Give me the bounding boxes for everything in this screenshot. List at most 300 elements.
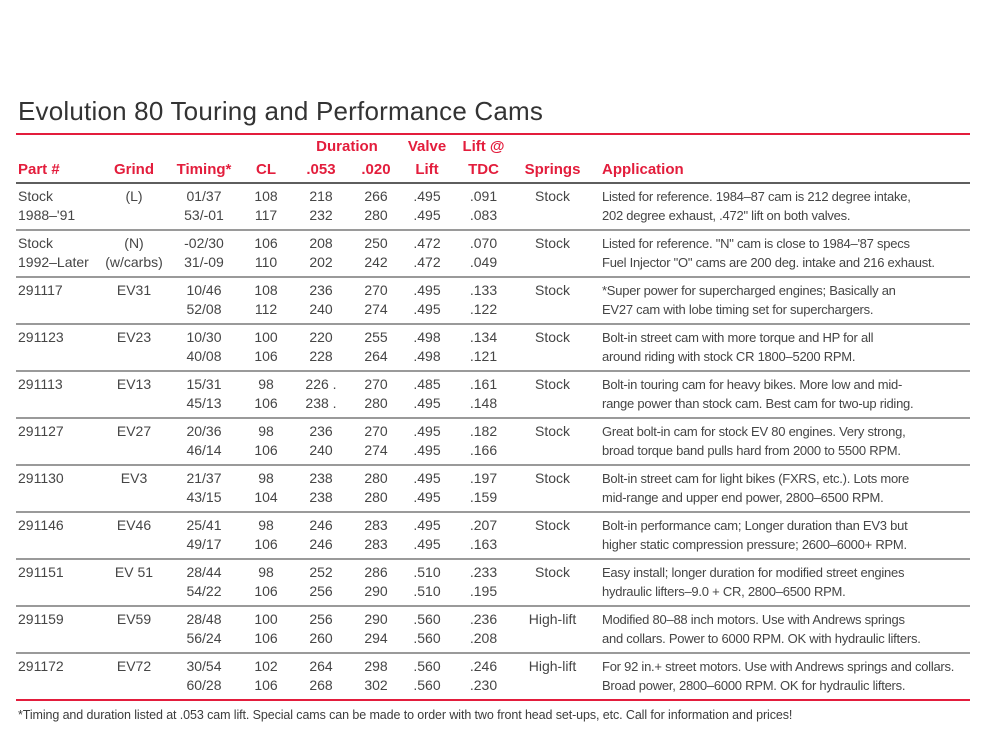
cell-valve-lift — [402, 563, 452, 601]
cell-grind — [100, 234, 168, 272]
duration-053-intake: 246 — [309, 517, 333, 533]
part-line1: 291123 — [18, 329, 64, 345]
grind-line2 — [100, 582, 168, 601]
application-line2: broad torque band pulls hard from 2000 to 5500 RPM. — [602, 443, 901, 458]
grind-line1: (L) — [125, 188, 143, 204]
cl-exhaust: 106 — [254, 348, 278, 364]
cell-springs — [515, 422, 590, 460]
timing-exhaust: 45/13 — [186, 395, 222, 411]
cl-exhaust: 112 — [254, 301, 278, 317]
application-line2: around riding with stock CR 1800–5200 RPM. — [602, 349, 856, 364]
cell-cl — [240, 375, 292, 413]
application-line2: and collars. Power to 6000 RPM. OK with hydraulic lifters. — [602, 631, 921, 646]
cell-springs — [515, 516, 590, 554]
application-line1: Bolt-in touring cam for heavy bikes. More low and mid- — [602, 377, 903, 392]
cell-part-number — [16, 328, 100, 366]
cell-duration-053 — [292, 610, 350, 648]
cell-springs — [515, 657, 590, 695]
lift-at-tdc-exhaust: .163 — [469, 536, 498, 552]
duration-053-intake: 208 — [309, 235, 333, 251]
cl-intake: 98 — [258, 564, 274, 580]
cell-duration-020 — [350, 187, 402, 225]
duration-053-exhaust: 256 — [309, 583, 333, 599]
table-row — [16, 184, 970, 231]
cell-part-number — [16, 563, 100, 601]
duration-020-intake: 255 — [364, 329, 388, 345]
cl-intake: 106 — [254, 235, 278, 251]
timing-exhaust: 53/-01 — [184, 207, 224, 223]
table-row — [16, 278, 970, 325]
duration-020-exhaust: 280 — [364, 395, 388, 411]
part-line1: 291159 — [18, 611, 64, 627]
timing-exhaust: 46/14 — [186, 442, 222, 458]
timing-intake: -02/30 — [184, 235, 224, 251]
cl-exhaust: 110 — [254, 254, 278, 270]
cell-timing — [168, 563, 240, 601]
lift-at-tdc-exhaust: .230 — [469, 677, 498, 693]
lift-at-tdc-exhaust: .195 — [469, 583, 498, 599]
cell-part-number — [16, 610, 100, 648]
valve-lift-intake: .495 — [413, 188, 441, 204]
timing-intake: 10/30 — [186, 329, 222, 345]
duration-053-intake: 226 . — [305, 376, 337, 392]
cell-springs — [515, 469, 590, 507]
table-body — [16, 184, 970, 699]
table-row — [16, 607, 970, 654]
duration-053-intake: 236 — [309, 282, 333, 298]
part-line2 — [18, 535, 100, 554]
timing-exhaust: 40/08 — [186, 348, 222, 364]
header-valve-lift-line1: Valve — [407, 138, 447, 155]
cell-part-number — [16, 516, 100, 554]
cell-duration-053 — [292, 234, 350, 272]
duration-020-exhaust: 280 — [364, 489, 388, 505]
lift-at-tdc-intake: .091 — [469, 188, 498, 204]
duration-020-exhaust: 242 — [364, 254, 388, 270]
grind-line1: EV27 — [116, 423, 152, 439]
cell-lift-at-tdc — [452, 657, 515, 695]
valve-lift-exhaust: .510 — [413, 583, 441, 599]
grind-line1: EV13 — [116, 376, 152, 392]
table-row — [16, 466, 970, 513]
lift-at-tdc-exhaust: .122 — [469, 301, 498, 317]
cl-intake: 102 — [254, 658, 278, 674]
valve-lift-intake: .495 — [413, 282, 441, 298]
cell-timing — [168, 187, 240, 225]
cell-timing — [168, 610, 240, 648]
cell-application — [590, 187, 970, 225]
duration-020-intake: 286 — [364, 564, 388, 580]
application-line2: range power than stock cam. Best cam for two-up riding. — [602, 396, 914, 411]
cell-duration-020 — [350, 281, 402, 319]
valve-lift-intake: .495 — [413, 517, 441, 533]
cell-valve-lift — [402, 187, 452, 225]
header-duration-020: .020 — [361, 161, 391, 178]
cell-valve-lift — [402, 469, 452, 507]
cell-duration-053 — [292, 657, 350, 695]
timing-exhaust: 56/24 — [186, 630, 222, 646]
part-line2 — [18, 394, 100, 413]
lift-at-tdc-exhaust: .159 — [469, 489, 498, 505]
cl-exhaust: 106 — [254, 442, 278, 458]
part-line1: 291151 — [18, 564, 64, 580]
springs-value: Stock — [534, 564, 570, 580]
springs-value: Stock — [534, 188, 570, 204]
grind-line1: EV59 — [116, 611, 152, 627]
springs-value: Stock — [534, 235, 570, 251]
lift-at-tdc-intake: .134 — [469, 329, 498, 345]
cell-duration-020 — [350, 610, 402, 648]
table-row — [16, 325, 970, 372]
cell-duration-020 — [350, 328, 402, 366]
cell-springs — [515, 328, 590, 366]
cell-duration-020 — [350, 657, 402, 695]
cell-valve-lift — [402, 657, 452, 695]
application-line1: Bolt-in performance cam; Longer duration than EV3 but — [602, 518, 908, 533]
duration-020-intake: 270 — [364, 376, 388, 392]
cl-intake: 108 — [254, 282, 278, 298]
cell-cl — [240, 187, 292, 225]
cl-exhaust: 117 — [254, 207, 278, 223]
cell-grind — [100, 328, 168, 366]
part-line2: 1988–'91 — [18, 207, 76, 223]
cell-duration-020 — [350, 422, 402, 460]
grind-line1: EV46 — [116, 517, 152, 533]
valve-lift-exhaust: .498 — [413, 348, 441, 364]
duration-053-exhaust: 232 — [309, 207, 333, 223]
cell-timing — [168, 469, 240, 507]
duration-020-exhaust: 280 — [364, 207, 388, 223]
part-line1: 291127 — [18, 423, 64, 439]
duration-020-exhaust: 274 — [364, 442, 388, 458]
header-duration-053: .053 — [306, 161, 336, 178]
lift-at-tdc-intake: .182 — [469, 423, 498, 439]
timing-intake: 21/37 — [186, 470, 222, 486]
valve-lift-exhaust: .472 — [413, 254, 441, 270]
cell-application — [590, 281, 970, 319]
cell-lift-at-tdc — [452, 563, 515, 601]
valve-lift-exhaust: .560 — [413, 677, 441, 693]
timing-intake: 28/48 — [186, 611, 222, 627]
lift-at-tdc-intake: .070 — [469, 235, 498, 251]
cell-application — [590, 234, 970, 272]
duration-053-intake: 252 — [309, 564, 333, 580]
header-cl: CL — [256, 161, 276, 178]
cell-springs — [515, 563, 590, 601]
duration-020-exhaust: 302 — [364, 677, 388, 693]
duration-020-exhaust: 264 — [364, 348, 388, 364]
cell-duration-053 — [292, 516, 350, 554]
timing-exhaust: 49/17 — [186, 536, 222, 552]
springs-value: Stock — [534, 282, 570, 298]
cell-part-number — [16, 234, 100, 272]
duration-020-intake: 266 — [364, 188, 388, 204]
duration-053-intake: 256 — [309, 611, 333, 627]
valve-lift-exhaust: .495 — [413, 301, 441, 317]
part-line1: Stock — [18, 235, 54, 251]
timing-exhaust: 52/08 — [186, 301, 222, 317]
part-line1: 291113 — [18, 376, 63, 392]
cell-lift-at-tdc — [452, 328, 515, 366]
cell-application — [590, 563, 970, 601]
cell-timing — [168, 328, 240, 366]
timing-intake: 30/54 — [186, 658, 222, 674]
cell-valve-lift — [402, 375, 452, 413]
part-line2 — [18, 488, 100, 507]
duration-053-exhaust: 268 — [309, 677, 333, 693]
cell-timing — [168, 516, 240, 554]
part-line2 — [18, 676, 100, 695]
duration-053-intake: 220 — [309, 329, 333, 345]
cell-valve-lift — [402, 234, 452, 272]
grind-line2 — [100, 535, 168, 554]
lift-at-tdc-exhaust: .148 — [469, 395, 498, 411]
table-row — [16, 231, 970, 278]
cell-timing — [168, 422, 240, 460]
part-line2 — [18, 629, 100, 648]
grind-line1: EV 51 — [114, 564, 154, 580]
valve-lift-intake: .472 — [413, 235, 441, 251]
cell-lift-at-tdc — [452, 610, 515, 648]
cell-grind — [100, 187, 168, 225]
cell-duration-020 — [350, 563, 402, 601]
cell-valve-lift — [402, 516, 452, 554]
footnote: *Timing and duration listed at .053 cam lift. Special cams can be made to order with two front head set-ups, etc. Call for information and prices! — [18, 708, 793, 722]
application-line1: Modified 80–88 inch motors. Use with Andrews springs — [602, 612, 905, 627]
valve-lift-exhaust: .495 — [413, 207, 441, 223]
cell-cl — [240, 234, 292, 272]
cell-springs — [515, 187, 590, 225]
cell-duration-053 — [292, 328, 350, 366]
cell-springs — [515, 375, 590, 413]
header-lift-at-tdc-line2: TDC — [468, 161, 499, 178]
header-part: Part # — [18, 161, 60, 178]
springs-value: Stock — [534, 517, 570, 533]
cell-application — [590, 375, 970, 413]
cl-intake: 98 — [258, 423, 274, 439]
cell-grind — [100, 375, 168, 413]
cell-grind — [100, 469, 168, 507]
timing-exhaust: 31/-09 — [184, 254, 224, 270]
valve-lift-intake: .560 — [413, 611, 441, 627]
grind-line1: (N) — [124, 235, 144, 251]
duration-053-exhaust: 246 — [309, 536, 333, 552]
lift-at-tdc-intake: .246 — [469, 658, 498, 674]
cl-exhaust: 106 — [254, 583, 278, 599]
cell-part-number — [16, 281, 100, 319]
cell-part-number — [16, 187, 100, 225]
timing-exhaust: 54/22 — [186, 583, 222, 599]
cell-springs — [515, 281, 590, 319]
application-line1: For 92 in.+ street motors. Use with Andrews springs and collars. — [602, 659, 955, 674]
duration-020-intake: 283 — [364, 517, 388, 533]
cell-application — [590, 516, 970, 554]
header-grind: Grind — [114, 161, 154, 178]
lift-at-tdc-intake: .236 — [469, 611, 498, 627]
lift-at-tdc-intake: .133 — [469, 282, 498, 298]
part-line2 — [18, 300, 100, 319]
application-line2: higher static compression pressure; 2600–6000+ RPM. — [602, 537, 907, 552]
timing-exhaust: 60/28 — [186, 677, 222, 693]
cell-grind — [100, 516, 168, 554]
part-line2 — [18, 347, 100, 366]
cell-lift-at-tdc — [452, 469, 515, 507]
valve-lift-exhaust: .495 — [413, 536, 441, 552]
cl-intake: 98 — [258, 517, 274, 533]
application-line1: Bolt-in street cam with more torque and HP for all — [602, 330, 874, 345]
cl-intake: 98 — [258, 470, 274, 486]
part-line1: 291146 — [18, 517, 64, 533]
cell-lift-at-tdc — [452, 187, 515, 225]
cl-intake: 108 — [254, 188, 278, 204]
part-line1: Stock — [18, 188, 54, 204]
cell-valve-lift — [402, 281, 452, 319]
table-row — [16, 513, 970, 560]
springs-value: Stock — [534, 329, 570, 345]
cell-cl — [240, 516, 292, 554]
application-line1: *Super power for supercharged engines; Basically an — [602, 283, 896, 298]
part-line2: 1992–Later — [18, 254, 89, 270]
lift-at-tdc-intake: .233 — [469, 564, 498, 580]
cell-application — [590, 328, 970, 366]
cl-exhaust: 106 — [254, 677, 278, 693]
application-line2: Broad power, 2800–6000 RPM. OK for hydraulic lifters. — [602, 678, 906, 693]
cell-cl — [240, 328, 292, 366]
duration-053-exhaust: 240 — [309, 442, 333, 458]
cell-timing — [168, 234, 240, 272]
lift-at-tdc-exhaust: .166 — [469, 442, 498, 458]
duration-020-intake: 270 — [364, 423, 388, 439]
duration-020-intake: 270 — [364, 282, 388, 298]
part-line1: 291117 — [18, 282, 63, 298]
part-line2 — [18, 441, 100, 460]
lift-at-tdc-intake: .197 — [469, 470, 498, 486]
cell-cl — [240, 563, 292, 601]
cell-timing — [168, 281, 240, 319]
cl-exhaust: 106 — [254, 630, 278, 646]
cl-intake: 100 — [254, 611, 278, 627]
grind-line2 — [100, 394, 168, 413]
duration-020-exhaust: 294 — [364, 630, 388, 646]
duration-053-exhaust: 202 — [309, 254, 333, 270]
application-line1: Bolt-in street cam for light bikes (FXRS, etc.). Lots more — [602, 471, 909, 486]
grind-line1: EV31 — [116, 282, 152, 298]
grind-line1: EV3 — [120, 470, 148, 486]
cell-application — [590, 422, 970, 460]
grind-line1: EV23 — [116, 329, 152, 345]
table-header-row — [16, 135, 970, 184]
cell-part-number — [16, 657, 100, 695]
cell-grind — [100, 657, 168, 695]
grind-line2 — [100, 441, 168, 460]
cell-part-number — [16, 469, 100, 507]
valve-lift-intake: .495 — [413, 470, 441, 486]
duration-020-exhaust: 274 — [364, 301, 388, 317]
valve-lift-intake: .495 — [413, 423, 441, 439]
header-timing: Timing* — [176, 161, 232, 178]
timing-intake: 15/31 — [186, 376, 222, 392]
duration-053-exhaust: 238 . — [305, 395, 337, 411]
lift-at-tdc-exhaust: .049 — [469, 254, 498, 270]
table-row — [16, 372, 970, 419]
cell-cl — [240, 281, 292, 319]
part-line2 — [18, 582, 100, 601]
cl-exhaust: 106 — [254, 536, 278, 552]
timing-intake: 10/46 — [186, 282, 222, 298]
duration-053-exhaust: 238 — [309, 489, 333, 505]
cell-duration-020 — [350, 469, 402, 507]
application-line2: 202 degree exhaust, .472" lift on both valves. — [602, 208, 851, 223]
application-line2: Fuel Injector "O" cams are 200 deg. intake and 216 exhaust. — [602, 255, 935, 270]
cell-cl — [240, 422, 292, 460]
valve-lift-exhaust: .495 — [413, 442, 441, 458]
cell-duration-053 — [292, 422, 350, 460]
table-row — [16, 419, 970, 466]
timing-intake: 20/36 — [186, 423, 222, 439]
duration-020-exhaust: 290 — [364, 583, 388, 599]
lift-at-tdc-intake: .207 — [469, 517, 498, 533]
grind-line2 — [100, 629, 168, 648]
header-valve-lift-line2: Lift — [415, 161, 439, 178]
cell-lift-at-tdc — [452, 234, 515, 272]
cell-duration-053 — [292, 281, 350, 319]
timing-exhaust: 43/15 — [186, 489, 222, 505]
cell-duration-053 — [292, 187, 350, 225]
bottom-rule — [16, 699, 970, 701]
application-line2: mid-range and upper end power, 2800–6500 RPM. — [602, 490, 884, 505]
cell-application — [590, 657, 970, 695]
cl-exhaust: 106 — [254, 395, 278, 411]
timing-intake: 25/41 — [186, 517, 222, 533]
valve-lift-intake: .560 — [413, 658, 441, 674]
cell-part-number — [16, 422, 100, 460]
duration-053-intake: 218 — [309, 188, 333, 204]
application-line1: Easy install; longer duration for modified street engines — [602, 565, 905, 580]
cell-lift-at-tdc — [452, 375, 515, 413]
duration-020-intake: 290 — [364, 611, 388, 627]
cell-cl — [240, 610, 292, 648]
header-duration-group: Duration — [316, 138, 378, 155]
grind-line2 — [100, 488, 168, 507]
grind-line1: EV72 — [116, 658, 152, 674]
cl-intake: 98 — [258, 376, 274, 392]
application-line1: Listed for reference. "N" cam is close to 1984–'87 specs — [602, 236, 910, 251]
duration-053-intake: 264 — [309, 658, 333, 674]
springs-value: High-lift — [528, 658, 577, 674]
cell-grind — [100, 563, 168, 601]
grind-line2: (w/carbs) — [105, 254, 163, 270]
duration-053-exhaust: 240 — [309, 301, 333, 317]
cell-duration-020 — [350, 375, 402, 413]
cell-springs — [515, 610, 590, 648]
cell-cl — [240, 657, 292, 695]
lift-at-tdc-exhaust: .208 — [469, 630, 498, 646]
grind-line2 — [100, 347, 168, 366]
duration-053-exhaust: 228 — [309, 348, 333, 364]
duration-053-exhaust: 260 — [309, 630, 333, 646]
cell-grind — [100, 422, 168, 460]
valve-lift-exhaust: .495 — [413, 395, 441, 411]
cl-intake: 100 — [254, 329, 278, 345]
header-lift-at-tdc-line1: Lift @ — [462, 138, 505, 155]
springs-value: Stock — [534, 470, 570, 486]
springs-value: Stock — [534, 423, 570, 439]
header-springs: Springs — [524, 161, 581, 178]
cell-duration-053 — [292, 469, 350, 507]
timing-intake: 28/44 — [186, 564, 222, 580]
cell-lift-at-tdc — [452, 516, 515, 554]
cell-valve-lift — [402, 422, 452, 460]
